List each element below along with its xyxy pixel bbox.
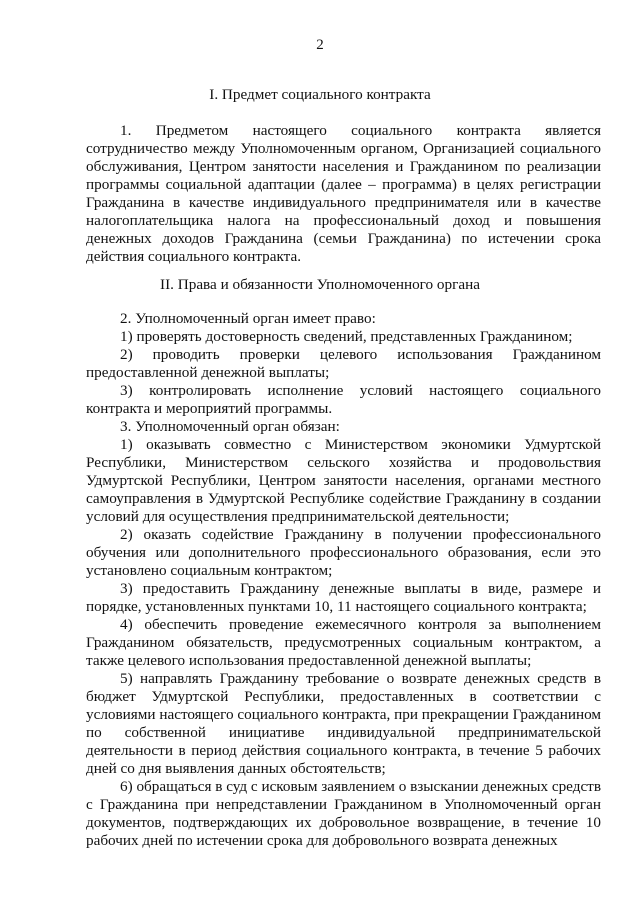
paragraph: 1) оказывать совместно с Министерством экономики Удмуртской Республики, Министерством сельского хозяйства и продовольствия Удмуртской Республики, Центром занятости населения, органами местного самоуправления в Удмуртской Республике содействие Гражданину в создании условий для осуществления предпринимательской деятельности;	[86, 436, 601, 525]
paragraph: 1. Предметом настоящего социального контракта является сотрудничество между Уполномоченным органом, Организацией социального обслуживания, Центром занятости населения и Гражданином по реализации программы социальной адаптации (далее – программа) в целях регистрации Гражданина в качестве индивидуального предпринимателя или в качестве налогоплательщика налога на профессиональный доход и повышения денежных доходов Гражданина (семьи Гражданина) по истечении срока действия социального контракта.	[86, 122, 601, 265]
page-number: 2	[316, 37, 324, 53]
paragraph: 1) проверять достоверность сведений, представленных Гражданином;	[120, 328, 573, 345]
paragraph: 6) обращаться в суд с исковым заявлением о взыскании денежных средств с Гражданина при непредставлении Гражданином в Уполномоченный орган документов, подтверждающих их добровольное возвращение, в течение 10 рабочих дней по истечении срока для добровольного возврата денежных	[86, 778, 601, 849]
section-2-body	[86, 310, 601, 850]
paragraph: 3) предоставить Гражданину денежные выплаты в виде, размере и порядке, установленных пунктами 10, 11 настоящего социального контракта;	[86, 580, 601, 615]
paragraph: 3. Уполномоченный орган обязан:	[120, 418, 340, 435]
paragraph: 3) контролировать исполнение условий настоящего социального контракта и мероприятий программы.	[86, 382, 601, 417]
section-1-body	[86, 122, 601, 266]
paragraph: 5) направлять Гражданину требование о возврате денежных средств в бюджет Удмуртской Республики, предоставленных в соответствии с условиями настоящего социального контракта, при прекращении Гражданином по собственной инициативе индивидуальной предпринимательской деятельности в период действия социального контракта, в течение 5 рабочих дней со дня выявления данных обстоятельств;	[86, 670, 601, 777]
paragraph: 2) оказать содействие Гражданину в получении профессионального обучения или дополнительного профессионального образования, если это установлено социальным контрактом;	[86, 526, 601, 579]
section-heading-1: I. Предмет социального контракта	[209, 86, 431, 103]
paragraph: 2. Уполномоченный орган имеет право:	[120, 310, 376, 327]
paragraph: 2) проводить проверки целевого использования Гражданином предоставленной денежной выплаты;	[86, 346, 601, 381]
paragraph: 4) обеспечить проведение ежемесячного контроля за выполнением Гражданином обязательств, предусмотренных социальным контрактом, а также целевого использования предоставленной денежной выплаты;	[86, 616, 601, 669]
section-heading-2: II. Права и обязанности Уполномоченного органа	[160, 276, 480, 293]
